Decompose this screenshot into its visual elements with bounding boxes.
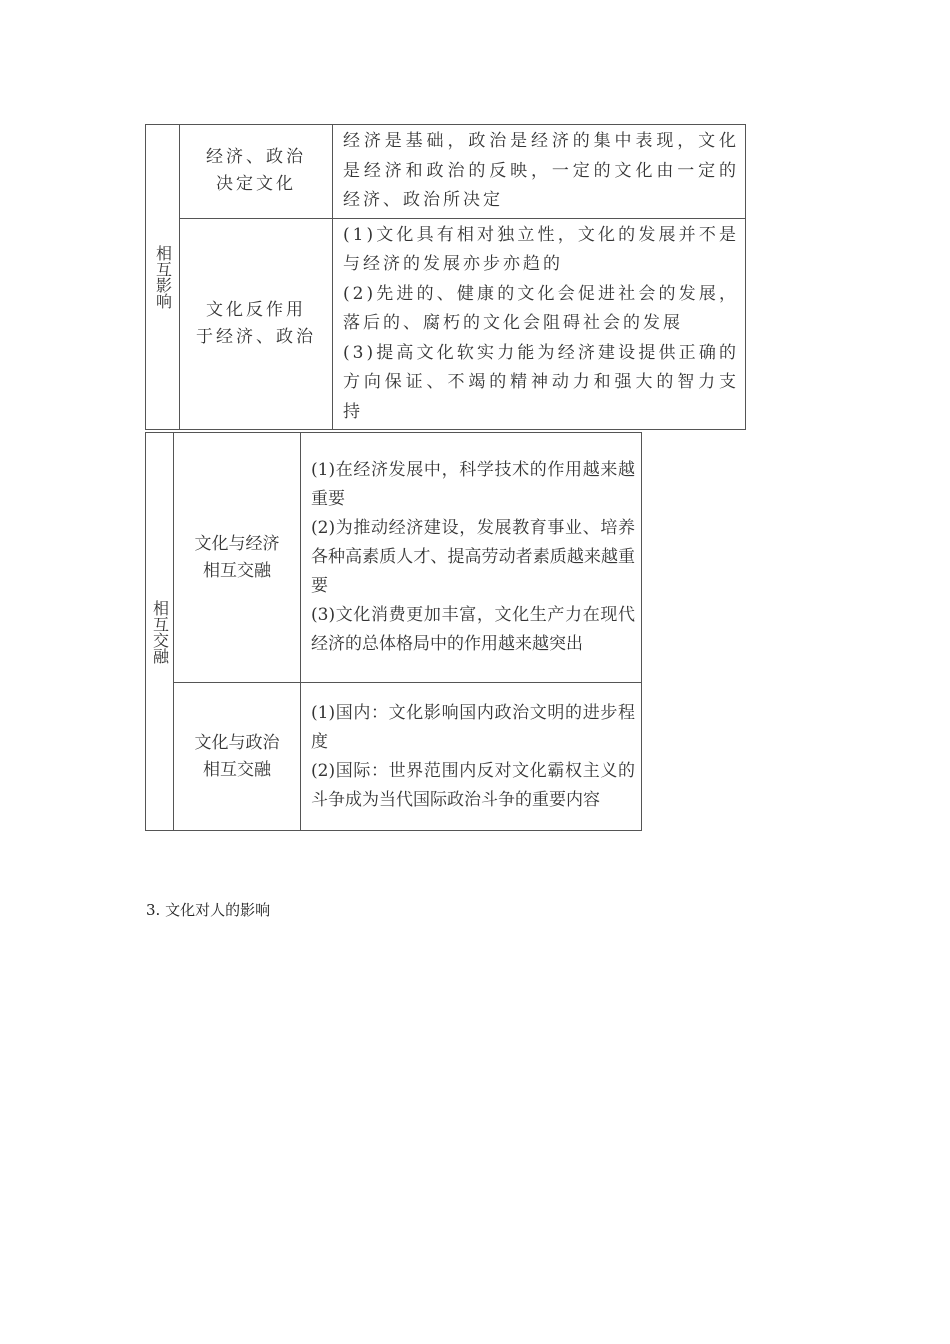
row-label-line: 决定文化 xyxy=(216,174,296,195)
side-label: 相互影响 xyxy=(153,245,173,309)
content-paragraph: (1)文化具有相对独立性，文化的发展并不是与经济的发展亦步亦趋的 xyxy=(343,224,739,274)
content-paragraph: (3)提高文化软实力能为经济建设提供正确的方向保证、不竭的精神动力和强大的智力支持 xyxy=(343,342,739,422)
content-paragraph: (2)为推动经济建设，发展教育事业、培养各种高素质人才、提高劳动者素质越来越重要 xyxy=(311,518,635,596)
row-content-cell xyxy=(333,218,746,430)
side-label: 相互交融 xyxy=(150,599,170,664)
content-paragraph: (2)先进的、健康的文化会促进社会的发展，落后的、腐朽的文化会阻碍社会的发展 xyxy=(343,283,739,333)
row-content-cell xyxy=(301,433,642,683)
content-paragraph: (1)国内：文化影响国内政治文明的进步程度 xyxy=(311,702,635,752)
culture-economy-politics-influence-table xyxy=(145,124,746,430)
content-paragraph: 经济是基础，政治是经济的集中表现，文化是经济和政治的反映，一定的文化由一定的经济、政治所决定 xyxy=(343,131,739,210)
side-label-cell xyxy=(146,125,180,430)
row-label-cell xyxy=(180,125,333,219)
row-label-line: 相互交融 xyxy=(203,759,271,780)
content-paragraph: (1)在经济发展中，科学技术的作用越来越重要 xyxy=(311,460,635,509)
row-content-cell xyxy=(301,683,642,831)
row-label-line: 相互交融 xyxy=(203,560,271,581)
culture-integration-table xyxy=(145,432,642,831)
content-paragraph: (3)文化消费更加丰富，文化生产力在现代经济的总体格局中的作用越来越突出 xyxy=(311,605,635,654)
row-label-cell xyxy=(174,683,301,831)
section-heading: 3. 文化对人的影响 xyxy=(146,901,271,919)
side-label-cell xyxy=(146,433,174,831)
row-label-line: 经济、政治 xyxy=(206,147,306,168)
row-label-line: 文化与经济 xyxy=(194,533,280,554)
row-label-cell xyxy=(174,433,301,683)
row-label-line: 文化与政治 xyxy=(194,732,280,753)
content-paragraph: (2)国际：世界范围内反对文化霸权主义的斗争成为当代国际政治斗争的重要内容 xyxy=(311,760,635,810)
row-label-line: 文化反作用 xyxy=(206,299,306,320)
row-label-cell xyxy=(180,218,333,430)
row-label-line: 于经济、政治 xyxy=(196,326,316,347)
row-content-cell xyxy=(333,125,746,219)
